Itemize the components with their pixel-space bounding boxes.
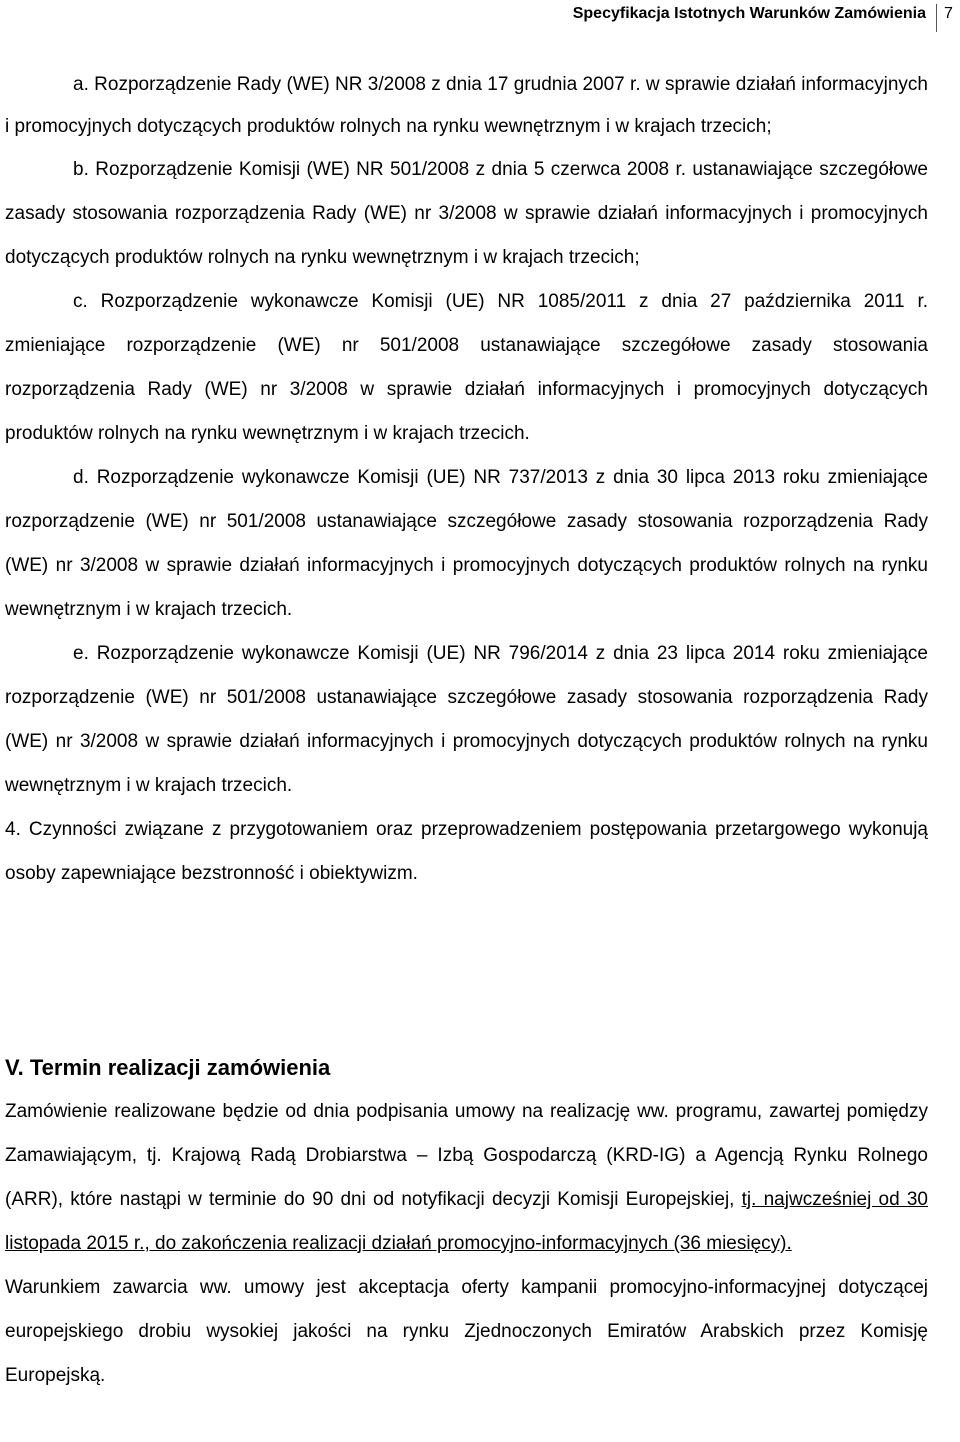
list-item-c: c. Rozporządzenie wykonawcze Komisji (UE) NR 1085/2011 z dnia 27 października 2011 r. zmieniające rozporządzenie (WE) nr 501/2008 ustanawiające szczegółowe zasady stosowania rozporządzenia Rady (WE) nr 3/2008 w sprawie działań informacyjnych i promocyjnych dotyczących produktów rolnych na rynku wewnętrznym i w krajach trzecich. xyxy=(5,291,928,444)
completion-term-paragraph xyxy=(5,1090,928,1266)
contract-condition-paragraph: Warunkiem zawarcia ww. umowy jest akceptacja oferty kampanii promocyjno-informacyjnej dotyczącej europejskiego drobiu wysokiej jakości na rynku Zjednoczonych Emiratów Arabskich przez Komisję Europejską. xyxy=(5,1277,928,1386)
list-item-a: a. Rozporządzenie Rady (WE) NR 3/2008 z dnia 17 grudnia 2007 r. w sprawie działań informacyjnych i promocyjnych dotyczących produktów rolnych na rynku wewnętrznym i w krajach trzecich; xyxy=(5,74,928,137)
regulations-list xyxy=(5,64,928,896)
point-4: 4. Czynności związane z przygotowaniem oraz przeprowadzeniem postępowania przetargowego wykonują osoby zapewniające bezstronność i obiektywizm. xyxy=(5,819,928,884)
section-v xyxy=(5,1046,928,1398)
list-item-b: b. Rozporządzenie Komisji (WE) NR 501/2008 z dnia 5 czerwca 2008 r. ustanawiające szczegółowe zasady stosowania rozporządzenia Rady (WE) nr 3/2008 w sprawie działań informacyjnych i promocyjnych dotyczących produktów rolnych na rynku wewnętrznym i w krajach trzecich; xyxy=(5,159,928,268)
page-number: 7 xyxy=(944,5,953,22)
section-heading: V. Termin realizacji zamówienia xyxy=(5,1055,331,1080)
list-item-d: d. Rozporządzenie wykonawcze Komisji (UE) NR 737/2013 z dnia 30 lipca 2013 roku zmieniające rozporządzenie (WE) nr 501/2008 ustanawiające szczegółowe zasady stosowania rozporządzenia Rady (WE) nr 3/2008 w sprawie działań informacyjnych i promocyjnych dotyczących produktów rolnych na rynku wewnętrznym i w krajach trzecich. xyxy=(5,467,928,620)
completion-term-text: Zamówienie realizowane będzie od dnia podpisania umowy na realizację ww. programu, zawartej pomiędzy Zamawiającym, tj. Krajową Radą Drobiarstwa – Izbą Gospodarczą (KRD-IG) a Agencją Rynku Rolnego (ARR), które nastąpi w terminie do 90 dni od notyfikacji decyzji Komisji Europejskiej, xyxy=(5,1101,928,1210)
page-header xyxy=(0,0,960,32)
list-item-e: e. Rozporządzenie wykonawcze Komisji (UE) NR 796/2014 z dnia 23 lipca 2014 roku zmieniające rozporządzenie (WE) nr 501/2008 ustanawiające szczegółowe zasady stosowania rozporządzenia Rady (WE) nr 3/2008 w sprawie działań informacyjnych i promocyjnych dotyczących produktów rolnych na rynku wewnętrznym i w krajach trzecich. xyxy=(5,643,928,796)
header-divider xyxy=(936,4,937,32)
document-title: Specyfikacja Istotnych Warunków Zamówienia xyxy=(572,5,926,22)
completion-term-underlined: tj. najwcześniej od 30 listopada 2015 r., do zakończenia realizacji działań promocyjno-informacyjnych (36 miesięcy). xyxy=(5,1189,928,1254)
